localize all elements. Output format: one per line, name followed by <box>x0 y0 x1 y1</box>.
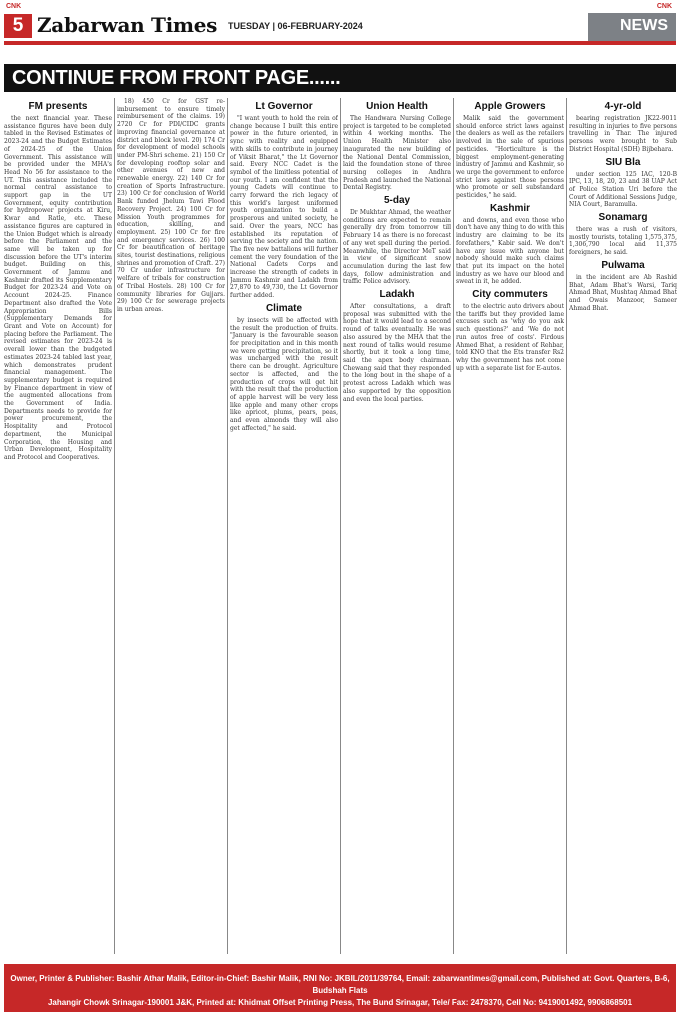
section-label: NEWS <box>588 13 676 41</box>
corner-logo-left: CNK <box>6 3 22 10</box>
article-heading: 5-day <box>383 195 411 207</box>
article-body: "I want youth to hold the rein of change because I built this entire power in the future oriented, in sync with reality and equipped with skills to contribute in journey of Viksit Bharat," the Lt Governor said. Every NCC Cadet is the symbol of the limitless potential of our youth. I am confident that the young Cadets will continue to carry forward the rich legacy of this world's largest uniformed youth organization to build a prosperous and united society, he said. Over the years, NCC has established its reputation of serving the society and the nation. The five new battalions will further cement the very foundation of the National Cadets Corps and increase the strength of cadets in Jammu Kashmir and Ladakh from 27,870 to 49,730, the Lt Governor further added. <box>230 115 338 300</box>
page-header <box>0 0 680 58</box>
article-body: by insects will be affected with the result the production of fruits. "January is the favourable season for precipitation and in this month we were getting precipitation, so it was uncharged with the result there can be drought. Agriculture sector is affected, and the production of crops will get hit with the result that the production of apple harvest will be very less like apple and many other crops like apricot, plums, pears, peas, and even almonds they will also get affected," he said. <box>230 316 338 432</box>
article-heading: Union Health <box>366 101 428 112</box>
column-divider <box>340 98 341 954</box>
article-body: Malik said the government should enforce strict laws against the dealers as well as the retailers involved in the sale of spurious pesticides. "Horticulture is the biggest employment-generating industry of Jammu and Kashmir, so we urge the government to enforce strict laws against those persons who promote or sell substandard pesticides," he said. <box>456 115 564 200</box>
column-1 <box>4 98 112 958</box>
article-heading: Ladakh <box>379 289 415 301</box>
column-divider <box>227 98 228 954</box>
article-body: in the incident are Ab Rashid Bhat, Adam Bhat's Warsi, Tariq Ahmad Bhat, Mushtaq Ahmad Bhat and Owais Manzoor, Sameer Ahmad Bhat. <box>569 273 677 312</box>
article-heading: Sonamarg <box>598 212 648 224</box>
article-heading: SIU Bla <box>605 156 641 168</box>
article-body: and downs, and even those who don't have any thing to do with this industry are claiming to be its forefathers," Kabir said. We don't have any issue with anyone but nobody should make such claims that put its impact on the hotel industry as we have our blood and sweat in it, he added. <box>456 216 564 286</box>
column-2 <box>117 98 225 958</box>
column-divider <box>453 98 454 954</box>
article-body: bearing registration JK22-9011 resulting in injuries to five persons travelling in Thar. The injured persons were brought to Sub District Hospital (SDH) Bijbehara. <box>569 115 677 153</box>
column-6 <box>569 98 677 958</box>
page-number: 5 <box>4 14 32 38</box>
column-divider <box>566 98 567 954</box>
issue-date: TUESDAY | 06-FEBRUARY-2024 <box>228 21 363 31</box>
header-rule <box>4 41 676 45</box>
imprint-line-1: Owner, Printer & Publisher: Bashir Athar Malik, Editor-in-Chief: Bashir Malik, RNI No: JKBIL/2011/39764, Email: zabarwantimes@gmail.com, Published at: Govt. Quarters, B-6, Budshah Flats <box>10 974 670 995</box>
page-banner: CONTINUE FROM FRONT PAGE...... <box>4 64 676 92</box>
article-body: Dr Mukhtar Ahmad, the weather conditions are expected to remain generally dry from tomorrow till February 14 as there is no forecast of any wet spell during the period. Meanwhile, the Director MeT said in view of significant snow accumulation during the last few days, follow administration and traffic Police advisory. <box>343 209 451 286</box>
article-heading: Kashmir <box>489 202 530 214</box>
article-heading: City commuters <box>472 289 548 301</box>
imprint-line-2: Jahangir Chowk Srinagar-190001 J&K, Printed at: Khidmat Offset Printing Press, The Bund Srinagar, Tele/ Fax: 2478370, Cell No: 9419001492, 9906868501 <box>47 998 633 1007</box>
article-body: After consultations, a draft proposal was submitted with the hope that it would lead to a second round of talks eventually. He was also assured by the MHA that the next round of talks would resume shortly, but it took a long time, said the apex body chairman. Chewang said that they responded to the long bout in the shape of a protest across Ladakh which was also supported by the opposition and even the local parties. <box>343 303 451 403</box>
column-3 <box>230 98 338 958</box>
imprint-footer <box>4 964 676 1012</box>
article-body: 18) 450 Cr for GST re-imbursement to ensure timely reimbursement of the claims. 19) 2720 Cr for PDI/CIDC grants improving financial governance at district and block level. 20) 174 Cr for development of model schools under PM-Shri scheme. 21) 150 Cr for developing rooftop solar and other avenues of new and renewable energy. 22) 140 Cr for creation of Sports Infrastructure. 23) 100 Cr for conclusion of World Bank funded Jhelum Tawi Flood Recovery Project. 24) 100 Cr for Mission Youth programmes for education, skilling, and employment. 25) 100 Cr for fire and emergency services. 26) 100 Cr for beautification of heritage sites, tourist destinations, religious shrines and promotion of Craft. 27) 70 Cr under infrastructure for welfare of tribals for construction of Tribal Hostels. 28) 100 Cr for community libraries for Gujjars. 29) 100 Cr for sewerage projects in urban areas. <box>117 98 225 313</box>
article-heading: FM presents <box>28 101 88 112</box>
article-heading: Lt Governor <box>255 101 313 112</box>
article-heading: Pulwama <box>601 259 645 271</box>
article-body: there was a rush of visitors, mostly tourists, totaling 1,575,375, 1,306,790 local and 11,375 foreigners, he said. <box>569 226 677 257</box>
article-body: the next financial year. These assistance figures have been duly tabled in the Revised Estimates of 2023-24 and the Budget Estimates of 2024-25 of the Union Government. This assistance will be provided under the MHA's Head No 56 for assistance to the UT. This assistance included the normal central assistance to support gap in the UT Government, equity contribution for hydropower projects at Kiru, Kwar and Ratle, etc. These assistance figures are captured in the Union Budget which is already before the Parliament and the same will be taken up for discussion before the UT's interim budget. Building on this, Government of Jammu and Kashmir drafted its Supplementary Budget for 2023-24 and Vote on Account 2024-25. Finance Department also drafted the Vote Appropriation Bills (Supplementary Demands for Grant and Vote on Account) for placing before the Parliament. The revised estimates for 2023-24 is overall lower than the budgeted estimates 2023-24 tabled last year, which demonstrates prudent financial management. The supplementary budget is required by Finance department in view of the augmented allocations from the Government of India. Departments needs to provide for power procurement, the Hospitality and Protocol department, the Municipal Corporation, the Housing and Urban Development, Hospitality and Protocol and Cooperatives. <box>4 115 112 461</box>
column-divider <box>114 98 115 954</box>
column-4 <box>343 98 451 958</box>
article-heading: 4-yr-old <box>604 101 642 112</box>
article-body: The Handwara Nursing College project is targeted to be completed within 4 working months. The Union Health Minister also inaugurated the new building of the National Dental Commission, laid the foundation stone of three nursing colleges in Andhra Pradesh and launched the National Dental Registry. <box>343 115 451 192</box>
article-heading: Apple Growers <box>474 101 546 112</box>
column-5 <box>456 98 564 958</box>
masthead: Zabarwan Times <box>37 13 218 37</box>
article-body: to the electric auto drivers about the tariffs but they provided lame excuses such as 'why do you ask such questions?' and 'We do not run autos free of costs'. Firdous Ahmed Bhat, a resident of Rehbar, told KNO that the Ets transfer Rs2 why the government has not come up with a separate list for E-autos. <box>456 303 564 372</box>
article-heading: Climate <box>265 302 303 314</box>
corner-logo-right: CNK <box>656 3 672 10</box>
article-body: under section 125 IAC, 120-B IPC, 13, 18, 20, 23 and 38 UAP Act of Police Station Uri before the Court of Additional Sessions Judge, NIA Court, Baramulla. <box>569 170 677 209</box>
